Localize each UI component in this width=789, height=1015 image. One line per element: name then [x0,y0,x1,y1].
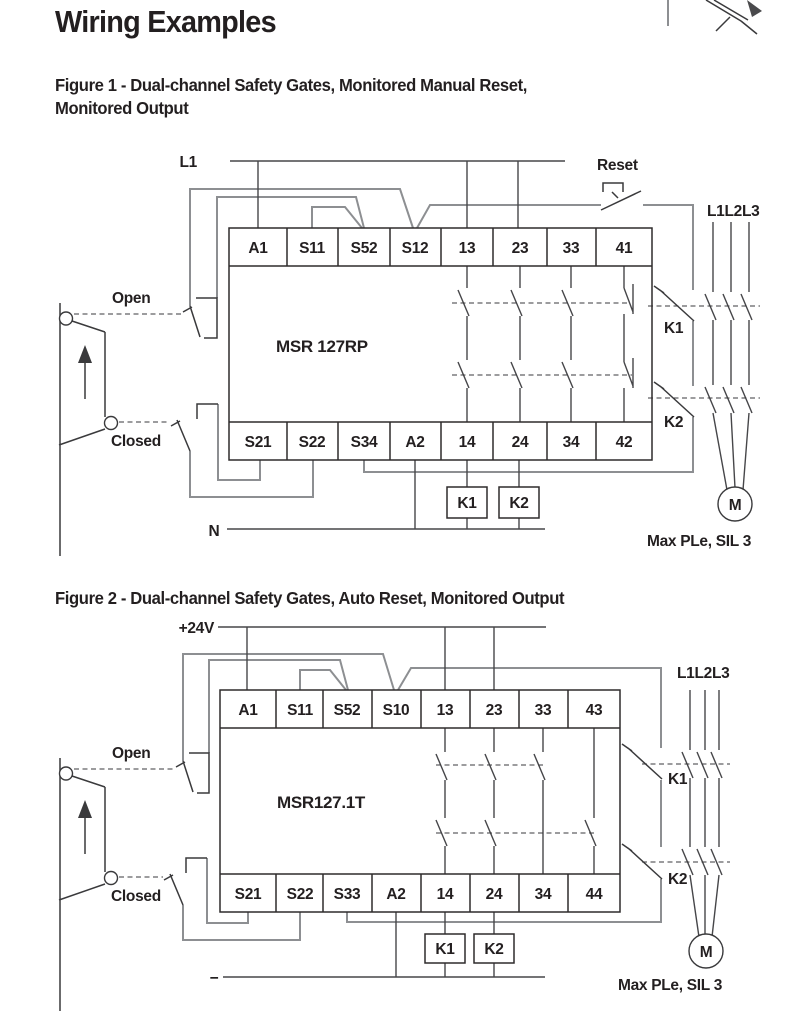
fig1-terminal-s12: S12 [401,240,429,257]
fig2-terminal-a1: A1 [238,702,258,719]
fig2-k1-aux-label: K1 [668,771,688,788]
fig2-gate-symbol [59,758,118,1011]
fig1-open-limit-switch [183,298,217,338]
fig1-reset-button [601,183,641,210]
fig1-motor [718,487,752,521]
fig2-motor-label: M [699,944,713,961]
fig2-terminal-24: 24 [485,886,503,903]
page-corner-artifact [668,0,762,34]
fig1-terminal-a2: A2 [405,434,425,451]
fig2-negative-label: − [209,970,219,987]
fig2-terminal-s11: S11 [287,702,313,719]
fig1-supply-label: L1 [179,154,197,171]
figure1-diagram [59,154,760,556]
fig1-terminal-14: 14 [458,434,476,451]
fig2-open-limit-switch [176,753,209,793]
fig1-gate-arrow-icon [78,345,92,363]
fig1-k1-aux-contact [654,286,694,321]
fig1-closed-limit-switch [171,404,218,451]
fig1-reset-label: Reset [597,157,638,174]
fig2-terminal-34: 34 [534,886,552,903]
fig2-supply-label: +24V [178,620,214,637]
fig2-motor [689,934,723,968]
fig1-terminal-s34: S34 [350,434,378,451]
fig1-k1-coil-label: K1 [457,495,477,512]
figure1-caption-line2: Monitored Output [55,98,189,118]
fig2-k2-coil [474,934,514,963]
fig2-phase-label: L1L2L3 [677,665,730,682]
fig1-terminal-a1: A1 [248,240,268,257]
figure1-caption-line1: Figure 1 - Dual-channel Safety Gates, Monitored Manual Reset, [55,75,527,95]
fig2-terminal-s33: S33 [333,886,361,903]
fig2-dashed-links [74,764,730,877]
fig1-gate-open-label: Open [112,290,151,307]
fig2-rating-label: Max PLe, SIL 3 [617,977,723,994]
fig2-k2-aux-label: K2 [668,871,688,888]
fig2-terminal-43: 43 [585,702,603,719]
fig1-terminal-33: 33 [562,240,580,257]
fig1-phase-label: L1L2L3 [707,203,760,220]
fig2-k2-coil-label: K2 [484,941,504,958]
fig2-terminal-s22: S22 [286,886,314,903]
fig2-terminal-14: 14 [436,886,454,903]
fig1-k2-coil [499,487,539,518]
fig1-dashed-links [74,303,760,422]
fig1-terminal-13: 13 [458,240,476,257]
fig2-gate-closed-label: Closed [111,888,161,905]
fig2-k1-aux-contact [622,744,662,779]
fig2-terminal-s10: S10 [382,702,410,719]
figure2-caption-line1: Figure 2 - Dual-channel Safety Gates, Auto Reset, Monitored Output [55,588,565,608]
fig1-k1-coil [447,487,487,518]
fig1-gate-hinge-bottom [105,417,118,430]
fig2-relay-model: MSR127.1T [277,793,366,812]
fig2-gate-arrow-icon [78,800,92,818]
fig2-terminal-44: 44 [585,886,603,903]
fig1-terminal-s22: S22 [298,434,326,451]
fig1-terminal-s11: S11 [299,240,325,257]
fig1-terminal-42: 42 [615,434,633,451]
fig1-gate-symbol [59,303,118,556]
fig2-gate-hinge-top [60,767,73,780]
fig1-terminal-24: 24 [511,434,529,451]
page-title: Wiring Examples [55,4,276,39]
fig2-terminal-13: 13 [436,702,454,719]
arrow-fragment-icon [747,0,762,17]
fig2-terminal-s21: S21 [234,886,262,903]
fig1-terminal-s52: S52 [350,240,378,257]
fig2-terminal-23: 23 [485,702,503,719]
fig1-k1-aux-label: K1 [664,320,684,337]
fig1-k2-coil-label: K2 [509,495,529,512]
fig2-terminal-a2: A2 [386,886,406,903]
fig1-neutral-label: N [208,523,220,540]
fig1-k2-aux-label: K2 [664,414,684,431]
fig1-terminal-41: 41 [615,240,633,257]
fig1-relay-model: MSR 127RP [276,337,368,356]
figure2-diagram [59,620,730,1011]
fig1-relay-module [229,228,652,460]
fig2-terminal-s52: S52 [333,702,361,719]
fig1-k2-aux-contact [654,382,694,417]
fig2-gate-open-label: Open [112,745,151,762]
fig1-gate-closed-label: Closed [111,433,161,450]
fig1-rating-label: Max PLe, SIL 3 [646,533,752,550]
fig1-terminal-34: 34 [562,434,580,451]
fig2-gate-hinge-bottom [105,872,118,885]
fig2-relay-module [220,690,620,912]
fig1-gate-hinge-top [60,312,73,325]
fig2-k1-coil-label: K1 [435,941,455,958]
fig2-terminal-33: 33 [534,702,552,719]
fig2-k1-coil [425,934,465,963]
fig1-terminal-s21: S21 [244,434,272,451]
fig1-motor-label: M [728,497,742,514]
fig1-terminal-23: 23 [511,240,529,257]
fig2-closed-limit-switch [164,858,207,905]
